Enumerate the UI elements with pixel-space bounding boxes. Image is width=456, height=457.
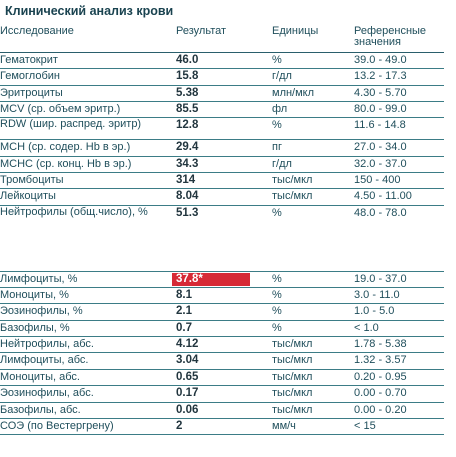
test-result: 46.0 [176, 54, 199, 66]
test-result: 0.06 [176, 403, 199, 416]
test-unit: пг [272, 141, 282, 154]
test-unit: % [272, 289, 282, 302]
test-unit: % [272, 305, 282, 318]
test-name: Базофилы, % [0, 321, 70, 334]
header-test: Исследование [0, 25, 74, 37]
test-result: 12.8 [176, 119, 199, 132]
test-reference: 11.6 - 14.8 [354, 119, 406, 132]
test-reference: 48.0 - 78.0 [354, 206, 407, 219]
test-result: 8.04 [176, 190, 199, 203]
test-result: 2.1 [176, 305, 192, 318]
blank-row [0, 228, 444, 272]
test-unit: % [272, 206, 282, 219]
test-unit: % [272, 54, 282, 66]
test-reference: 3.0 - 11.0 [354, 289, 400, 302]
table-row [0, 321, 444, 337]
test-reference: 27.0 - 34.0 [354, 141, 407, 154]
test-result: 34.3 [176, 157, 199, 170]
table-row [0, 102, 444, 118]
test-result: 0.65 [176, 370, 199, 383]
test-reference: 0.00 - 0.70 [354, 387, 407, 400]
test-unit: млн/мкл [272, 86, 315, 99]
table-row [0, 288, 444, 304]
test-unit: тыс/мкл [272, 403, 313, 416]
table-row [0, 370, 444, 386]
test-result: 0.7 [176, 321, 192, 334]
table-row [0, 118, 444, 140]
test-name: Эритроциты [0, 86, 63, 99]
test-reference: 4.30 - 5.70 [354, 86, 407, 99]
test-unit: % [272, 272, 282, 285]
test-name: Нейтрофилы, абс. [0, 338, 94, 351]
table-row [0, 419, 444, 435]
test-name: Нейтрофилы (общ.число), % [0, 205, 148, 218]
test-reference: 32.0 - 37.0 [354, 157, 407, 170]
test-name: MCH (ср. содер. Hb в эр.) [0, 141, 131, 154]
test-name: Лимфоциты, абс. [0, 354, 89, 367]
header-result: Результат [176, 25, 227, 37]
table-row [0, 69, 444, 85]
test-name: СОЭ (по Вестергрену) [0, 419, 114, 432]
test-unit: мм/ч [272, 419, 296, 432]
table-row [0, 272, 444, 288]
flagged-result: 37.8* [172, 273, 250, 286]
test-unit: тыс/мкл [272, 370, 313, 383]
table-row [0, 157, 444, 173]
table-row [0, 173, 444, 189]
test-reference: 4.50 - 11.00 [354, 190, 412, 203]
test-result: 2 [176, 419, 183, 432]
header-reference-line1: Референсные [354, 25, 427, 37]
table-row [0, 337, 444, 353]
report-title: Клинический анализ крови [5, 4, 174, 18]
test-result: 0.17 [176, 387, 199, 400]
test-result: 85.5 [176, 103, 199, 116]
test-name: Лимфоциты, % [0, 272, 78, 285]
test-reference: 39.0 - 49.0 [354, 54, 407, 66]
test-reference: 1.32 - 3.57 [354, 354, 407, 367]
header-reference-line2: значения [354, 36, 402, 48]
test-name: Моноциты, абс. [0, 370, 80, 383]
table-row [0, 189, 444, 205]
table-row [0, 386, 444, 402]
test-name: Тромбоциты [0, 174, 64, 187]
test-result: 51.3 [176, 206, 199, 219]
test-reference: < 1.0 [354, 321, 379, 334]
test-unit: тыс/мкл [272, 354, 313, 367]
test-name: Гематокрит [0, 54, 58, 66]
test-reference: 0.20 - 0.95 [354, 370, 407, 383]
test-reference: 19.0 - 37.0 [354, 272, 407, 285]
test-result: 15.8 [176, 70, 199, 83]
table-header [0, 22, 444, 53]
test-name: RDW (шир. распред. эритр) [0, 118, 142, 131]
test-unit: тыс/мкл [272, 387, 313, 400]
results-table [0, 53, 444, 435]
test-name: Лейкоциты [0, 190, 56, 203]
test-unit: % [272, 321, 282, 334]
test-unit: г/дл [272, 70, 292, 83]
test-reference: 1.0 - 5.0 [354, 305, 395, 318]
test-reference: 1.78 - 5.38 [354, 338, 407, 351]
test-reference: 80.0 - 99.0 [354, 103, 407, 116]
table-row [0, 86, 444, 102]
test-name: Гемоглобин [0, 70, 60, 83]
test-reference: 13.2 - 17.3 [354, 70, 407, 83]
table-row [0, 353, 444, 369]
table-row [0, 140, 444, 156]
test-reference: 0.00 - 0.20 [354, 403, 407, 416]
test-name: Эозинофилы, абс. [0, 387, 94, 400]
test-name: Базофилы, абс. [0, 403, 81, 416]
test-name: Моноциты, % [0, 289, 69, 302]
test-unit: фл [272, 103, 288, 116]
test-result: 5.38 [176, 86, 199, 99]
table-row [0, 304, 444, 320]
test-unit: г/дл [272, 157, 292, 170]
header-units: Единицы [272, 25, 319, 37]
test-reference: < 15 [354, 419, 376, 432]
test-unit: тыс/мкл [272, 190, 313, 203]
test-unit: % [272, 119, 282, 132]
test-unit: тыс/мкл [272, 338, 313, 351]
test-reference: 150 - 400 [354, 174, 401, 187]
test-name: Эозинофилы, % [0, 305, 83, 318]
table-row [0, 53, 444, 69]
test-unit: тыс/мкл [272, 174, 313, 187]
test-name: MCHC (ср. конц. Hb в эр.) [0, 157, 132, 170]
test-result: 29.4 [176, 141, 199, 154]
table-row [0, 403, 444, 419]
test-name: MCV (ср. объем эритр.) [0, 103, 121, 116]
test-result: 314 [176, 174, 196, 187]
test-result: 3.04 [176, 354, 199, 367]
test-result: 4.12 [176, 338, 199, 351]
test-result: 8.1 [176, 289, 192, 302]
table-row [0, 206, 444, 228]
